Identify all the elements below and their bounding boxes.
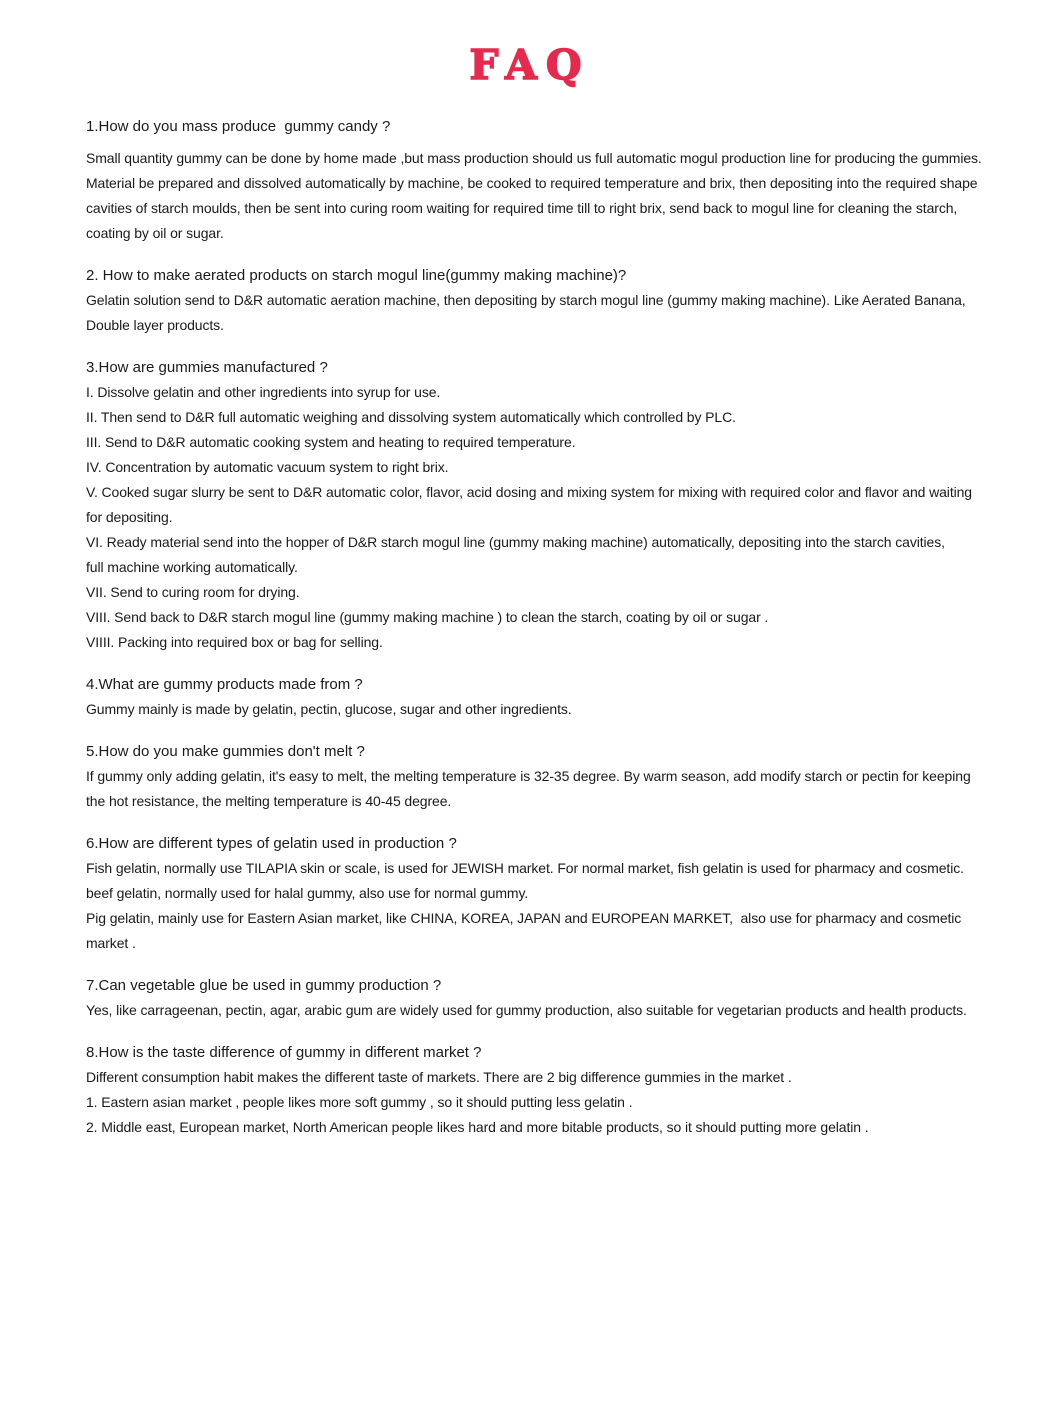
- faq-answer-line: I. Dissolve gelatin and other ingredients into syrup for use.: [86, 384, 441, 400]
- faq-answer-line: VIIII. Packing into required box or bag for selling.: [86, 634, 383, 650]
- faq-answer-line: Yes, like carrageenan, pectin, agar, arabic gum are widely used for gummy production, also suitable for vegetarian products and health products.: [86, 1002, 967, 1018]
- faq-answer-line: 2. Middle east, European market, North American people likes hard and more bitable products, so it should putting more gelatin .: [86, 1119, 869, 1135]
- faq-answer-line: Gummy mainly is made by gelatin, pectin, glucose, sugar and other ingredients.: [86, 701, 572, 717]
- faq-question: 8.How is the taste difference of gummy in different market ?: [86, 1044, 482, 1061]
- faq-answer-line: Double layer products.: [86, 317, 224, 333]
- faq-answer-line: IV. Concentration by automatic vacuum system to right brix.: [86, 459, 449, 475]
- faq-answer-line: full machine working automatically.: [86, 559, 298, 575]
- faq-answer-line: Material be prepared and dissolved automatically by machine, be cooked to required temperature and brix, then depositing into the required shape: [86, 175, 978, 191]
- faq-item: [86, 739, 1060, 814]
- faq-question: 3.How are gummies manufactured ?: [86, 359, 328, 376]
- faq-answer-line: VII. Send to curing room for drying.: [86, 584, 300, 600]
- faq-answer-line: Pig gelatin, mainly use for Eastern Asian market, like CHINA, KOREA, JAPAN and EUROPEAN MARKET, also use for pharmacy and cosmetic: [86, 910, 962, 926]
- faq-item: [86, 973, 1060, 1023]
- faq-question: 1.How do you mass produce gummy candy ?: [86, 118, 391, 135]
- faq-answer-line: Fish gelatin, normally use TILAPIA skin or scale, is used for JEWISH market. For normal market, fish gelatin is used for pharmacy and cosmetic.: [86, 860, 964, 876]
- faq-answer-line: for depositing.: [86, 509, 173, 525]
- faq-answer-line: Gelatin solution send to D&R automatic aeration machine, then depositing by starch mogul line (gummy making machine). Like Aerated Banana,: [86, 292, 966, 308]
- faq-answer-line: II. Then send to D&R full automatic weighing and dissolving system automatically which controlled by PLC.: [86, 409, 736, 425]
- faq-answer-line: Small quantity gummy can be done by home made ,but mass production should us full automatic mogul production line for producing the gummies.: [86, 150, 982, 166]
- faq-answer-line: cavities of starch moulds, then be sent into curing room waiting for required time till to right brix, send back to mogul line for cleaning the starch,: [86, 200, 958, 216]
- faq-answer-line: 1. Eastern asian market , people likes more soft gummy , so it should putting less gelatin .: [86, 1094, 633, 1110]
- faq-answer-line: If gummy only adding gelatin, it's easy to melt, the melting temperature is 32-35 degree. By warm season, add modify starch or pectin for keeping: [86, 768, 971, 784]
- faq-item: [86, 114, 1060, 246]
- faq-answer-line: III. Send to D&R automatic cooking system and heating to required temperature.: [86, 434, 576, 450]
- faq-list: [0, 90, 1060, 1140]
- faq-answer-line: V. Cooked sugar slurry be sent to D&R automatic color, flavor, acid dosing and mixing system for mixing with required color and flavor and waiting: [86, 484, 972, 500]
- faq-item: [86, 831, 1060, 956]
- faq-item: [86, 1040, 1060, 1140]
- faq-question: 5.How do you make gummies don't melt ?: [86, 743, 365, 760]
- faq-answer-line: beef gelatin, normally used for halal gummy, also use for normal gummy.: [86, 885, 529, 901]
- faq-answer-line: coating by oil or sugar.: [86, 225, 224, 241]
- faq-answer-line: the hot resistance, the melting temperature is 40-45 degree.: [86, 793, 452, 809]
- faq-answer-line: market .: [86, 935, 136, 951]
- faq-question: 4.What are gummy products made from ?: [86, 676, 363, 693]
- faq-answer-line: VIII. Send back to D&R starch mogul line (gummy making machine ) to clean the starch, coating by oil or sugar .: [86, 609, 769, 625]
- faq-answer-line: Different consumption habit makes the different taste of markets. There are 2 big difference gummies in the market .: [86, 1069, 792, 1085]
- page-title: FAQ: [469, 41, 591, 89]
- faq-answer-line: VI. Ready material send into the hopper of D&R starch mogul line (gummy making machine) automatically, depositing into the starch cavities,: [86, 534, 945, 550]
- faq-question: 2. How to make aerated products on starch mogul line(gummy making machine)?: [86, 267, 627, 284]
- faq-item: [86, 263, 1060, 338]
- faq-item: [86, 672, 1060, 722]
- faq-question: 7.Can vegetable glue be used in gummy production ?: [86, 977, 442, 994]
- faq-question: 6.How are different types of gelatin used in production ?: [86, 835, 457, 852]
- faq-item: [86, 355, 1060, 655]
